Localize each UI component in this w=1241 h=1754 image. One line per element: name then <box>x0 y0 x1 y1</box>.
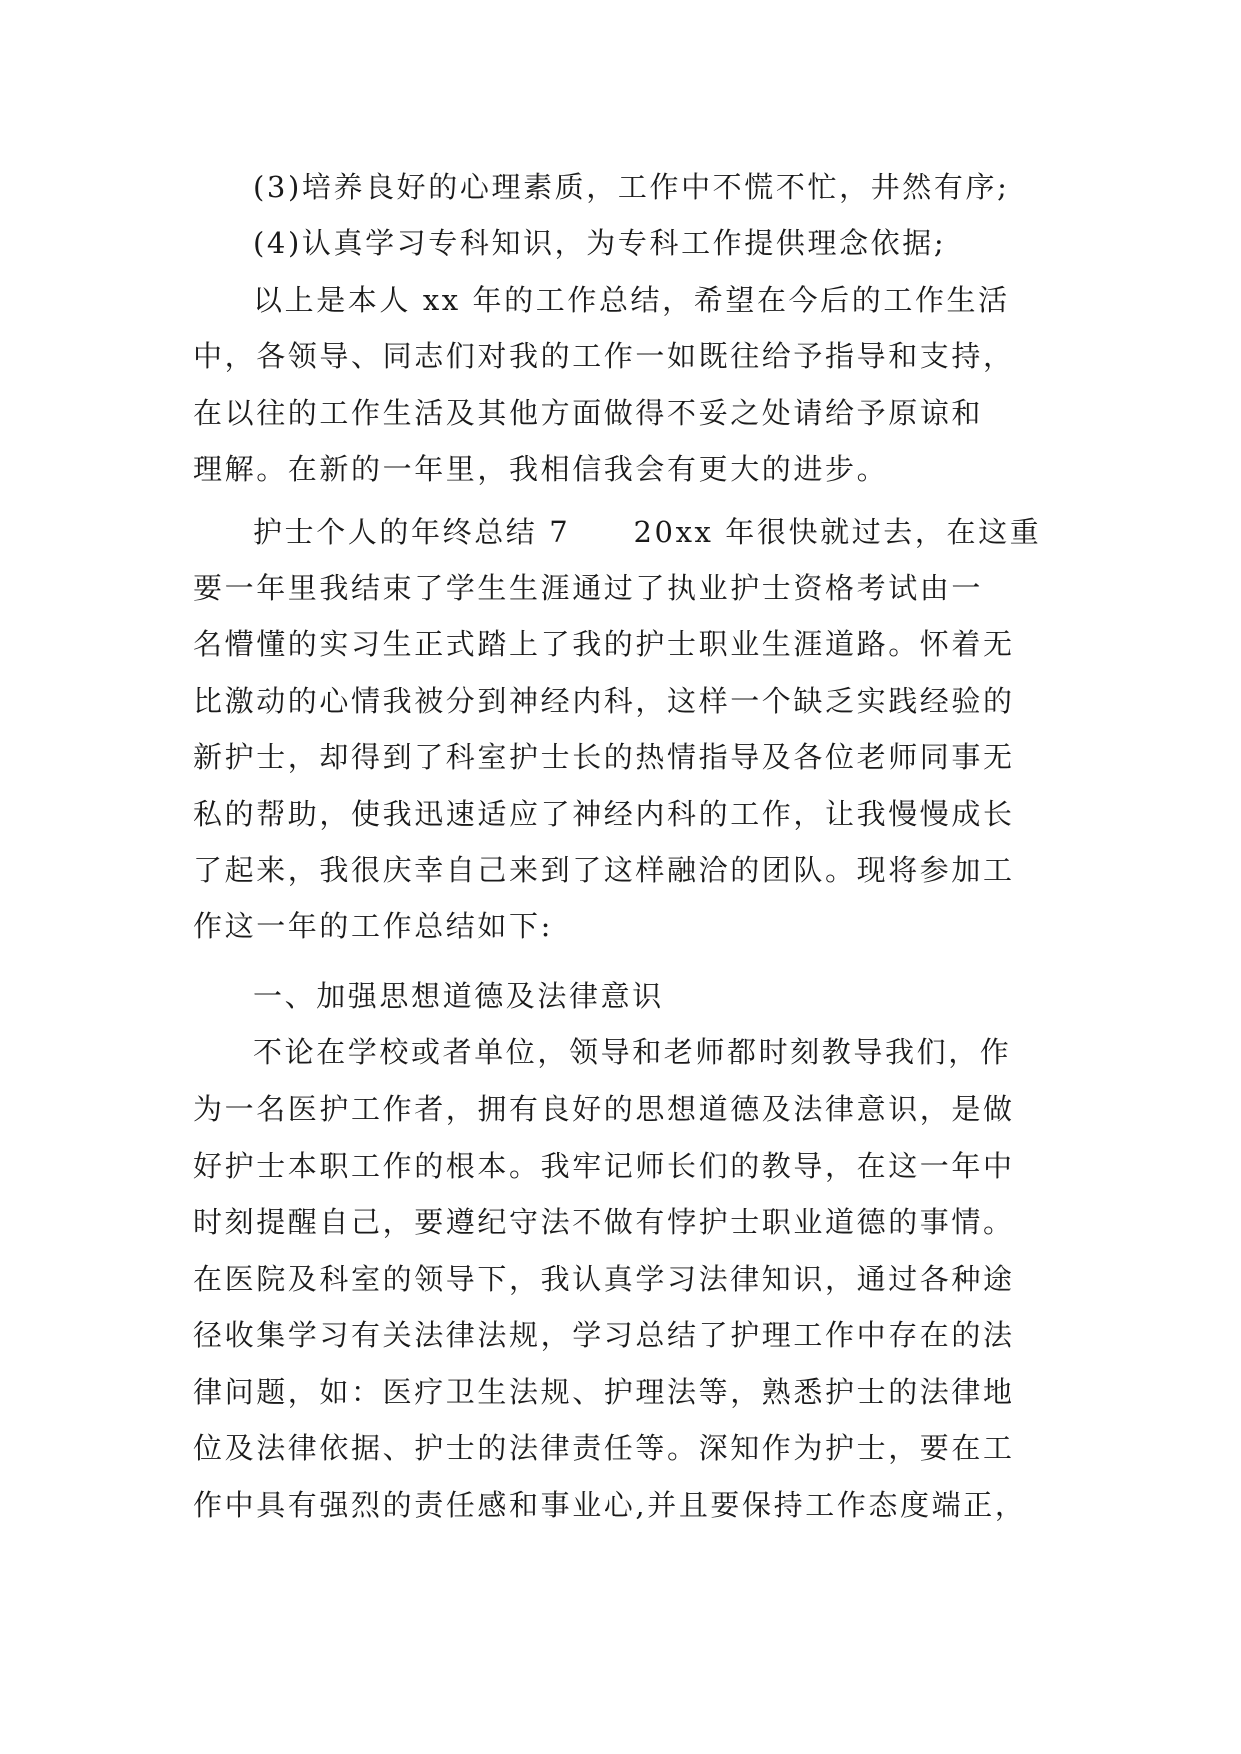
text-line: 时刻提醒自己，要遵纪守法不做有悖护士职业道德的事情。 <box>193 1205 1015 1239</box>
text-line: 好护士本职工作的根本。我牢记师长们的教导，在这一年中 <box>193 1149 1015 1183</box>
text-line: 径收集学习有关法律法规，学习总结了护理工作中存在的法 <box>193 1318 1015 1352</box>
text-line: (3)培养良好的心理素质，工作中不慌不忙，井然有序; <box>253 170 1010 204</box>
section-heading-line: 护士个人的年终总结 7 20xx 年很快就过去，在这重 <box>253 515 1042 549</box>
text-line: 以上是本人 xx 年的工作总结，希望在今后的工作生活 <box>253 283 1010 317</box>
text-line: 不论在学校或者单位，领导和老师都时刻教导我们，作 <box>253 1035 1012 1069</box>
text-line: 位及法律依据、护士的法律责任等。深知作为护士，要在工 <box>193 1431 1015 1465</box>
text-line: 中，各领导、同志们对我的工作一如既往给予指导和支持， <box>193 339 1015 373</box>
text-line: 比激动的心情我被分到神经内科，这样一个缺乏实践经验的 <box>193 684 1015 718</box>
text-line: 为一名医护工作者，拥有良好的思想道德及法律意识，是做 <box>193 1092 1015 1126</box>
text-line: 律问题，如：医疗卫生法规、护理法等，熟悉护士的法律地 <box>193 1375 1015 1409</box>
text-line: 要一年里我结束了学生生涯通过了执业护士资格考试由一 <box>193 571 984 605</box>
text-line: 了起来，我很庆幸自己来到了这样融洽的团队。现将参加工 <box>193 853 1015 887</box>
text-line: 名懵懂的实习生正式踏上了我的护士职业生涯道路。怀着无 <box>193 627 1015 661</box>
text-line: 在以往的工作生活及其他方面做得不妥之处请给予原谅和 <box>193 396 984 430</box>
text-line: 作这一年的工作总结如下: <box>193 909 553 943</box>
text-line: (4)认真学习专科知识，为专科工作提供理念依据; <box>253 226 947 260</box>
section-heading: 一、加强思想道德及法律意识 <box>253 979 664 1013</box>
text-line: 新护士，却得到了科室护士长的热情指导及各位老师同事无 <box>193 740 1015 774</box>
text-line: 作中具有强烈的责任感和事业心,并且要保持工作态度端正， <box>193 1488 1027 1522</box>
text-line: 在医院及科室的领导下，我认真学习法律知识，通过各种途 <box>193 1262 1015 1296</box>
text-line: 私的帮助，使我迅速适应了神经内科的工作，让我慢慢成长 <box>193 797 1015 831</box>
text-line: 理解。在新的一年里，我相信我会有更大的进步。 <box>193 452 889 486</box>
